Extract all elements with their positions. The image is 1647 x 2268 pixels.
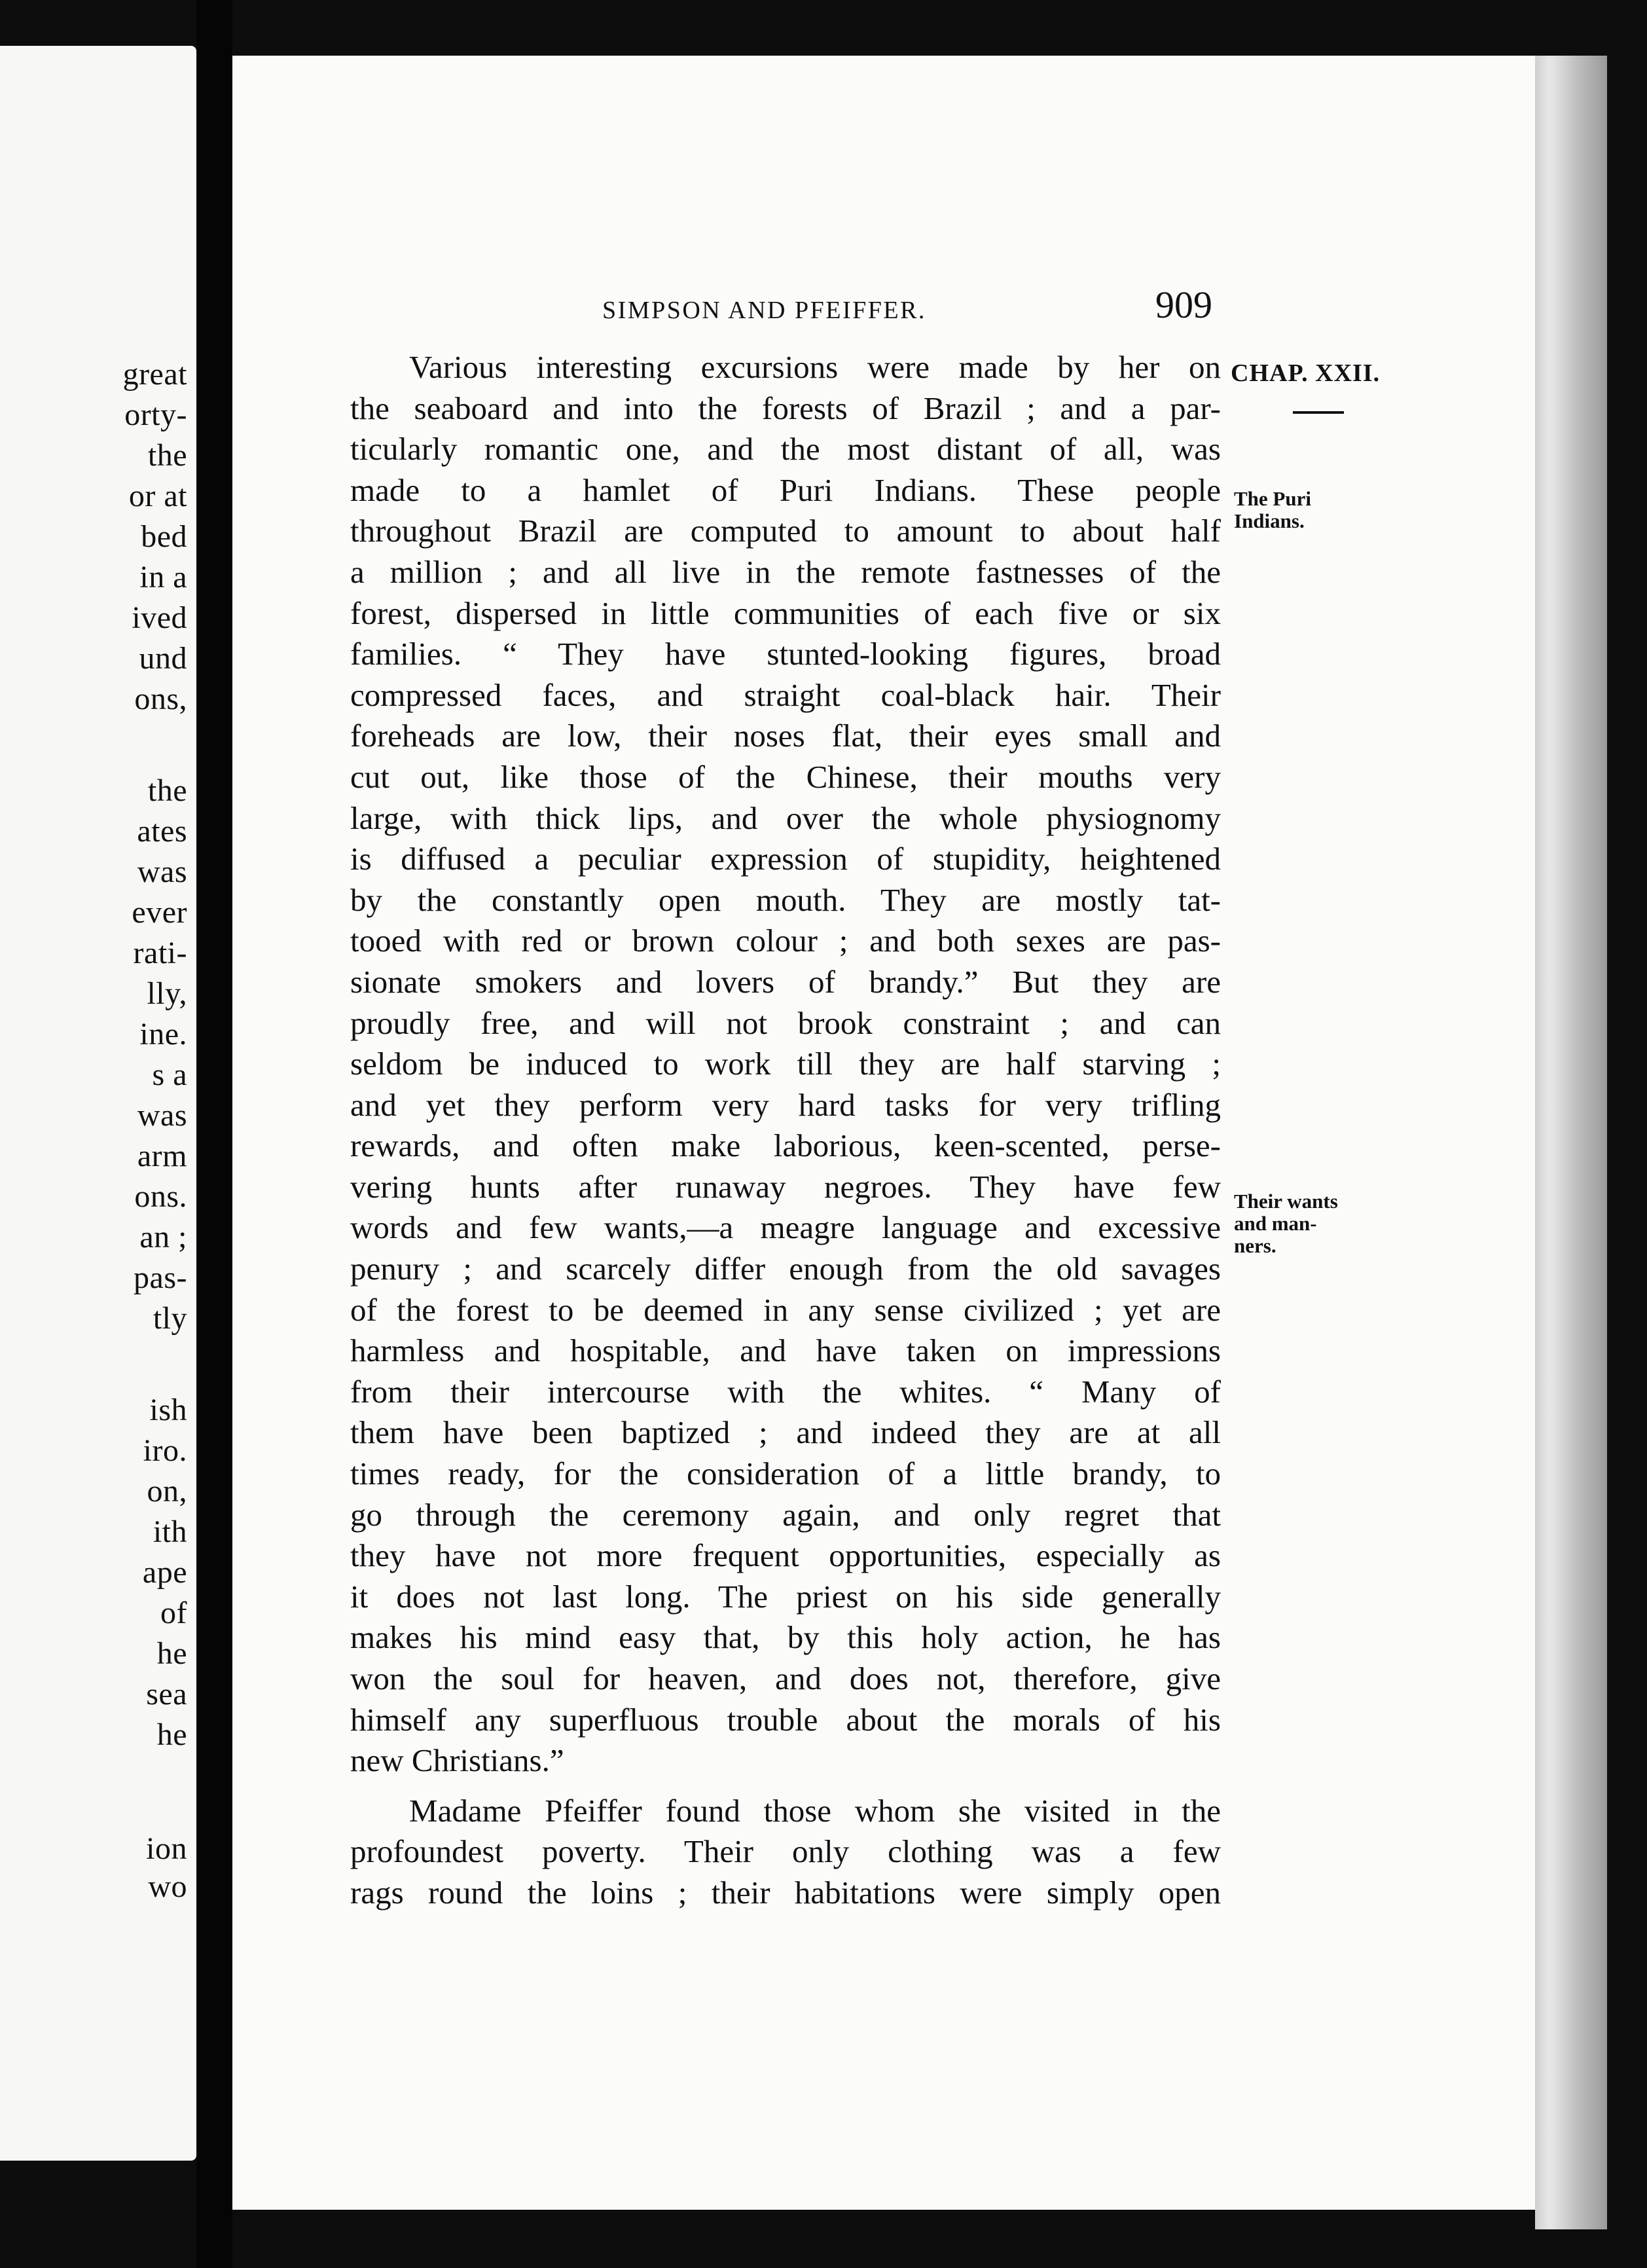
body-text bbox=[350, 347, 1221, 1914]
previous-page-line: an ; bbox=[139, 1220, 187, 1254]
text-line: words and few wants,—a meagre language and excessive bbox=[350, 1209, 1221, 1246]
previous-page-line: the bbox=[147, 773, 187, 808]
text-line: makes his mind easy that, by this holy action, he has bbox=[350, 1619, 1221, 1656]
text-line: they have not more frequent opportunities, especially as bbox=[350, 1537, 1221, 1574]
text-line: them have been baptized ; and indeed they are at all bbox=[350, 1414, 1221, 1451]
previous-page-line: great bbox=[122, 357, 187, 392]
margin-note-line: and man- bbox=[1234, 1212, 1317, 1235]
text-line: rewards, and often make laborious, keen-scented, perse- bbox=[350, 1127, 1221, 1164]
chapter-rule bbox=[1293, 411, 1344, 414]
previous-page-line: was bbox=[137, 854, 187, 889]
text-line: made to a hamlet of Puri Indians. These people bbox=[350, 471, 1221, 508]
book-gutter bbox=[196, 0, 232, 2268]
previous-page-line: ived bbox=[132, 600, 187, 635]
previous-page-line: iro. bbox=[143, 1433, 187, 1468]
previous-page-line: s a bbox=[152, 1057, 187, 1092]
previous-page-line: in a bbox=[139, 560, 187, 594]
previous-page-line: on, bbox=[147, 1474, 187, 1509]
margin-note-line: Indians. bbox=[1234, 509, 1305, 532]
text-line: it does not last long. The priest on his side generally bbox=[350, 1578, 1221, 1615]
previous-page-line: ons, bbox=[134, 682, 187, 716]
previous-page-line: ine. bbox=[139, 1017, 187, 1052]
text-line: of the forest to be deemed in any sense civilized ; yet are bbox=[350, 1291, 1221, 1328]
previous-page-line: he bbox=[156, 1717, 187, 1752]
previous-page-line: wo bbox=[148, 1869, 187, 1904]
text-line: foreheads are low, their noses flat, their eyes small and bbox=[350, 718, 1221, 754]
previous-page-line: ons. bbox=[134, 1179, 187, 1214]
margin-note-line: Their wants bbox=[1234, 1190, 1338, 1213]
text-line: Madame Pfeiffer found those whom she visited in the bbox=[409, 1792, 1221, 1829]
text-line: himself any superfluous trouble about the morals of his bbox=[350, 1701, 1221, 1738]
page-edge bbox=[1535, 56, 1607, 2229]
text-line: forest, dispersed in little communities of each five or six bbox=[350, 594, 1221, 631]
previous-page-line: the bbox=[147, 438, 187, 473]
text-line: won the soul for heaven, and does not, therefore, give bbox=[350, 1660, 1221, 1696]
text-line: vering hunts after runaway negroes. They have few bbox=[350, 1168, 1221, 1205]
running-head: SIMPSON AND PFEIFFER. bbox=[602, 297, 926, 324]
text-line: is diffused a peculiar expression of stupidity, heightened bbox=[350, 841, 1221, 877]
margin-note-line: ners. bbox=[1234, 1234, 1276, 1257]
previous-page-line: sea bbox=[146, 1677, 187, 1711]
text-line: the seaboard and into the forests of Brazil ; and a par- bbox=[350, 390, 1221, 426]
text-line: sionate smokers and lovers of brandy.” But they are bbox=[350, 963, 1221, 1000]
previous-page-line: rati- bbox=[133, 936, 187, 970]
previous-page-line: lly, bbox=[147, 976, 187, 1011]
previous-page-line: ates bbox=[137, 814, 187, 849]
text-line: times ready, for the consideration of a little brandy, to bbox=[350, 1455, 1221, 1492]
text-line: compressed faces, and straight coal-black hair. Their bbox=[350, 676, 1221, 713]
previous-page-line: ion bbox=[146, 1831, 187, 1866]
text-line: cut out, like those of the Chinese, their mouths very bbox=[350, 758, 1221, 795]
chapter-label: CHAP. XXII. bbox=[1231, 359, 1381, 387]
text-line: from their intercourse with the whites. “ Many of bbox=[350, 1373, 1221, 1410]
text-line: proudly free, and will not brook constraint ; and can bbox=[350, 1004, 1221, 1041]
paragraph bbox=[350, 1791, 1221, 1914]
text-line: large, with thick lips, and over the whole physiognomy bbox=[350, 799, 1221, 836]
previous-page-line: tly bbox=[153, 1301, 187, 1336]
previous-page-line: ish bbox=[149, 1393, 187, 1427]
text-line: harmless and hospitable, and have taken on impressions bbox=[350, 1332, 1221, 1369]
text-line: Various interesting excursions were made by her on bbox=[409, 349, 1221, 385]
text-line: penury ; and scarcely differ enough from the old savages bbox=[350, 1251, 1221, 1287]
text-line: throughout Brazil are computed to amount to about half bbox=[350, 513, 1221, 549]
text-line: ticularly romantic one, and the most distant of all, was bbox=[350, 431, 1221, 467]
margin-note bbox=[1234, 1190, 1338, 1257]
text-line: new Christians.” bbox=[350, 1742, 564, 1779]
previous-page-line: orty- bbox=[124, 397, 187, 432]
previous-page-line: was bbox=[137, 1098, 187, 1133]
previous-page bbox=[0, 46, 196, 2161]
text-line: rags round the loins ; their habitations were simply open bbox=[350, 1874, 1221, 1911]
previous-page-line: und bbox=[139, 641, 187, 676]
text-line: families. “ They have stunted-looking figures, broad bbox=[350, 636, 1221, 672]
previous-page-line: ith bbox=[153, 1514, 187, 1549]
margin-note-line: The Puri bbox=[1234, 487, 1311, 510]
text-line: and yet they perform very hard tasks for very trifling bbox=[350, 1086, 1221, 1123]
text-line: tooed with red or brown colour ; and both sexes are pas- bbox=[350, 923, 1221, 959]
text-line: by the constantly open mouth. They are mostly tat- bbox=[350, 881, 1221, 918]
text-line: seldom be induced to work till they are half starving ; bbox=[350, 1046, 1221, 1082]
text-line: go through the ceremony again, and only regret that bbox=[350, 1496, 1221, 1533]
margin-note bbox=[1234, 488, 1311, 532]
previous-page-line: arm bbox=[137, 1139, 187, 1173]
previous-page-line: pas- bbox=[134, 1260, 187, 1295]
text-line: profoundest poverty. Their only clothing was a few bbox=[350, 1833, 1221, 1870]
text-line: a million ; and all live in the remote fastnesses of the bbox=[350, 553, 1221, 590]
previous-page-line: of bbox=[160, 1596, 187, 1630]
previous-page-line: or at bbox=[128, 479, 187, 513]
previous-page-line: ever bbox=[132, 895, 187, 930]
previous-page-line: he bbox=[156, 1636, 187, 1671]
paragraph bbox=[350, 347, 1221, 1782]
page-number: 909 bbox=[1155, 284, 1212, 326]
previous-page-line: ape bbox=[142, 1555, 187, 1590]
previous-page-line: bed bbox=[141, 519, 187, 554]
